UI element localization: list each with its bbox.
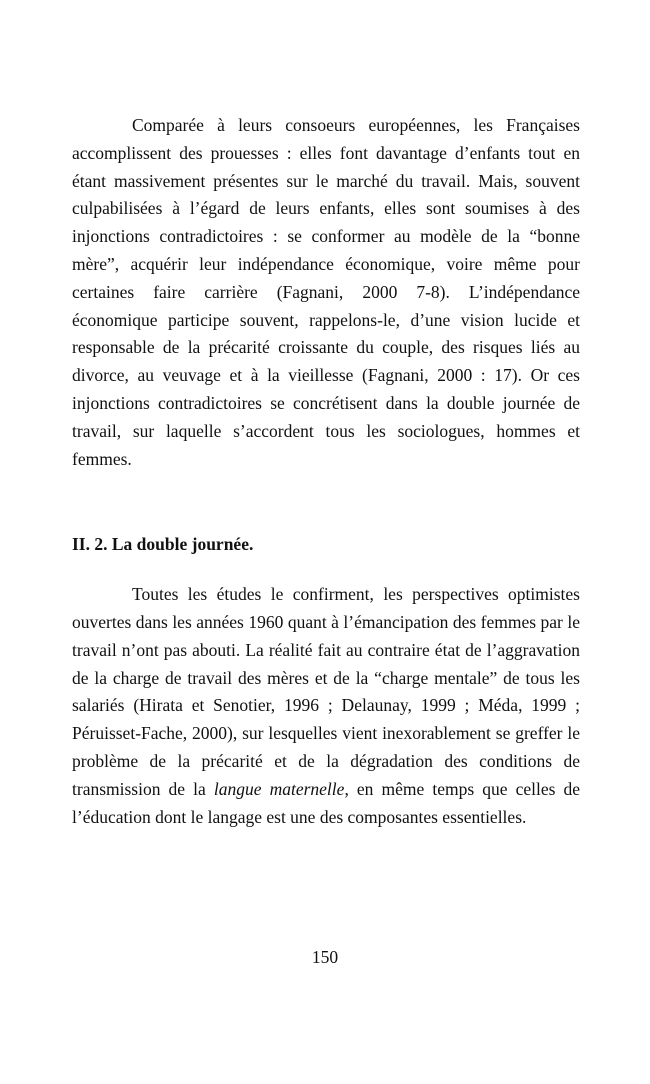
section-paragraph-text-1: Toutes les études le confirment, les perspectives optimistes ouvertes dans les années 1960 quant à l’émancipation des femmes par le travail n’ont pas abouti. La réalité fait au contraire état de l’aggravation de la charge de travail des mères et de la “charge mentale” de tous les salariés (Hirata et Senotier, 1996 ; Delaunay, 1999 ; Méda, 1999 ; Péruisset-Fache, 2000), sur lesquelles vient inexorablement se greffer le problème de la précarité et de la dégradation des conditions de transmission de la	[72, 584, 580, 799]
italic-term: langue maternelle	[213, 778, 345, 799]
section-paragraph-text-2: , en même temps que celles de l’éducation dont le langage est une des composantes essentielles.	[72, 778, 581, 827]
section-heading: II. 2. La double journée.	[72, 534, 254, 555]
section-paragraph	[72, 581, 580, 831]
page-number: 150	[311, 947, 339, 967]
intro-paragraph: Comparée à leurs consoeurs européennes, les Françaises accomplissent des prouesses : elles font davantage d’enfants tout en étant massivement présentes sur le marché du travail. Mais, souvent culpabilisées à l’égard de leurs enfants, elles sont soumises à des injonctions contradictoires : se conformer au modèle de la “bonne mère”, acquérir leur indépendance économique, voire même pour certaines faire carrière (Fagnani, 2000 7-8). L’indépendance économique participe souvent, rappelons-le, d’une vision lucide et responsable de la précarité croissante du couple, des risques liés au divorce, au veuvage et à la vieillesse (Fagnani, 2000 : 17). Or ces injonctions contradictoires se concrétisent dans la double journée de travail, sur laquelle s’accordent tous les sociologues, hommes et femmes.	[72, 115, 580, 469]
book-page	[72, 112, 580, 831]
